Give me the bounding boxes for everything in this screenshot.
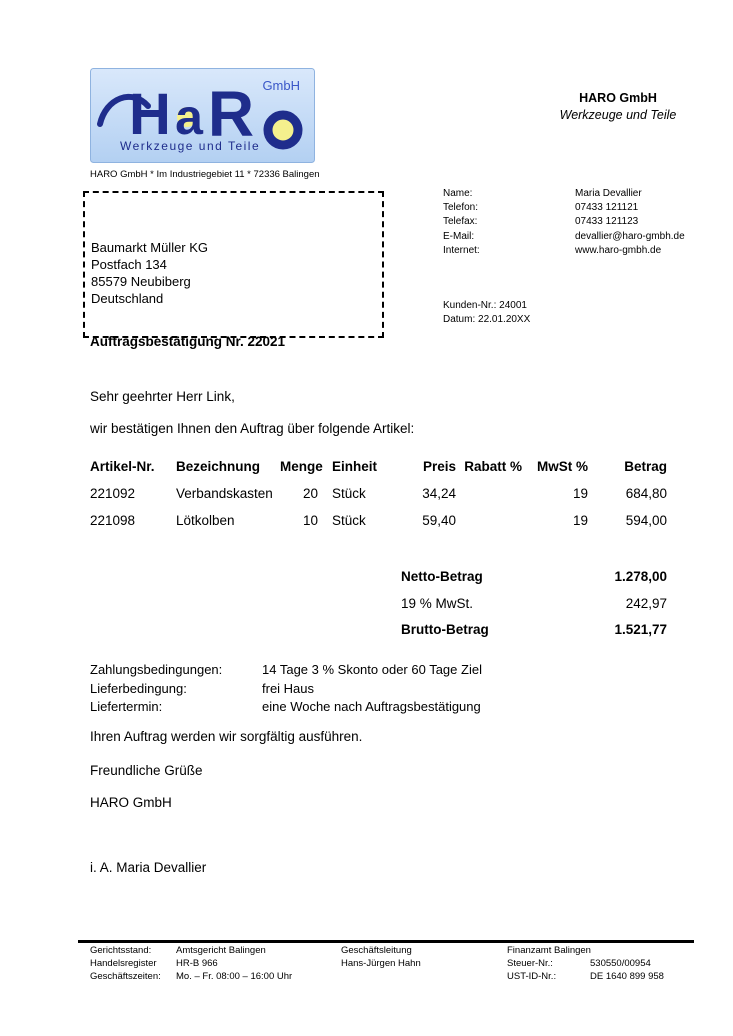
footer-col-labels-right <box>507 945 591 984</box>
footer-col-management <box>341 945 421 971</box>
col-header-artikel-nr: Artikel-Nr. <box>90 459 155 474</box>
totals-row-netto <box>401 569 667 596</box>
haro-logo-graphic <box>90 68 315 163</box>
col-header-mwst: MwSt % <box>536 459 588 474</box>
logo-letter-a: a <box>175 89 203 145</box>
col-header-rabatt: Rabatt % <box>464 459 522 474</box>
footer-management-name: Hans-Jürgen Hahn <box>341 957 421 969</box>
total-value: 242,97 <box>625 595 667 611</box>
contact-row <box>443 215 685 229</box>
recipient-line: 85579 Neubiberg <box>91 274 191 289</box>
col-header-bezeichnung: Bezeichnung <box>176 459 261 474</box>
recipient-address-window <box>83 191 384 338</box>
footer-value: HR-B 966 <box>176 957 218 969</box>
total-label: 19 % MwSt. <box>401 595 474 611</box>
term-row <box>90 661 482 680</box>
footer-label: Steuer-Nr.: <box>507 957 553 969</box>
cell-einheit: Stück <box>332 513 366 528</box>
logo-tagline: Werkzeuge und Teile <box>120 139 261 153</box>
footer-label: Finanzamt Balingen <box>507 945 591 956</box>
term-row <box>90 680 482 699</box>
contact-label: Telefon: <box>443 202 479 214</box>
footer-col-values-right <box>590 958 664 984</box>
contact-value: Maria Devallier <box>575 188 642 199</box>
company-name: HARO GmbH <box>579 91 657 105</box>
footer-label: Geschäftszeiten: <box>90 970 161 982</box>
total-value: 1.278,00 <box>614 569 667 584</box>
table-row <box>90 513 667 540</box>
cell-betrag: 594,00 <box>625 513 667 528</box>
term-row <box>90 698 482 717</box>
customer-number: Kunden-Nr.: 24001 <box>443 300 527 311</box>
terms-block <box>90 661 482 717</box>
table-row <box>90 486 667 513</box>
term-value: eine Woche nach Auftragsbestätigung <box>262 699 481 714</box>
contact-row <box>443 244 685 258</box>
closing-regards: Freundliche Grüße <box>90 763 203 778</box>
cell-artikel-nr: 221092 <box>90 486 136 501</box>
footer-value: Mo. – Fr. 08:00 – 16:00 Uhr <box>176 970 293 982</box>
contact-value: 07433 121121 <box>575 202 639 214</box>
cell-einheit: Stück <box>332 486 366 501</box>
term-label: Liefertermin: <box>90 699 163 714</box>
contact-label: E-Mail: <box>443 230 475 242</box>
col-header-einheit: Einheit <box>332 459 378 474</box>
cell-bezeichnung: Verbandskasten <box>176 486 273 501</box>
footer-vat-id: DE 1640 899 958 <box>590 970 664 982</box>
contact-label: Name: <box>443 188 473 199</box>
contact-website-value: www.haro-gmbh.de <box>575 244 662 256</box>
closing-company: HARO GmbH <box>90 795 172 810</box>
footer-value: Amtsgericht Balingen <box>176 945 266 956</box>
recipient-address <box>91 239 208 307</box>
closing-note: Ihren Auftrag werden wir sorgfältig ausführen. <box>90 729 363 744</box>
totals-block <box>401 569 667 649</box>
col-header-preis: Preis <box>422 459 456 474</box>
contact-row <box>443 187 685 201</box>
logo-letter-o-ring <box>268 115 298 145</box>
cell-rabatt <box>456 486 522 513</box>
total-label: Netto-Betrag <box>401 569 483 584</box>
contact-value: 07433 121123 <box>575 216 639 228</box>
term-value: 14 Tage 3 % Skonto oder 60 Tage Ziel <box>262 662 482 677</box>
cell-menge: 20 <box>302 486 318 501</box>
cell-menge: 10 <box>302 513 318 528</box>
footer-label: UST-ID-Nr.: <box>507 970 557 982</box>
col-header-betrag: Betrag <box>624 459 667 474</box>
term-label: Zahlungsbedingungen: <box>90 662 223 677</box>
footer-col-labels-left <box>90 945 161 984</box>
contact-info-block <box>443 187 685 258</box>
cell-bezeichnung: Lötkolben <box>176 513 235 528</box>
document-title: Auftragsbestätigung Nr. 22021 <box>90 334 286 349</box>
footer-tax-number: 530550/00954 <box>590 958 651 969</box>
footer-label: Gerichtsstand: <box>90 945 152 956</box>
term-label: Lieferbedingung: <box>90 680 187 696</box>
cell-mwst: 19 <box>572 486 588 501</box>
contact-label: Internet: <box>443 244 480 256</box>
logo-gmbh-text: GmbH <box>262 78 300 93</box>
footer-management-title: Geschäftsleitung <box>341 945 412 956</box>
cell-preis: 34,24 <box>422 486 456 501</box>
company-logo <box>90 68 315 163</box>
totals-row-mwst <box>401 596 667 623</box>
cell-mwst: 19 <box>572 513 588 528</box>
footer-divider <box>78 940 694 943</box>
logo-letter-r: R <box>207 78 255 150</box>
items-table-header-row <box>90 459 667 486</box>
document-meta <box>443 299 530 327</box>
intro-text: wir bestätigen Ihnen den Auftrag über folgende Artikel: <box>90 421 415 436</box>
document-date: Datum: 22.01.20XX <box>443 314 531 325</box>
contact-label: Telefax: <box>443 216 478 228</box>
footer-label: Handelsregister <box>90 957 157 969</box>
contact-row <box>443 230 685 244</box>
totals-row-brutto <box>401 622 667 649</box>
recipient-line: Baumarkt Müller KG <box>91 240 209 255</box>
footer-col-values-left <box>176 945 292 984</box>
total-value: 1.521,77 <box>614 622 667 637</box>
contact-email-value: devallier@haro-gmbh.de <box>575 230 685 242</box>
logo-letter-h: H <box>129 82 171 147</box>
cell-preis: 59,40 <box>422 513 456 528</box>
cell-betrag: 684,80 <box>625 486 667 501</box>
recipient-line: Postfach 134 <box>91 257 167 272</box>
term-value: frei Haus <box>262 680 315 696</box>
salutation: Sehr geehrter Herr Link, <box>90 389 235 404</box>
total-label: Brutto-Betrag <box>401 622 489 637</box>
items-table <box>90 459 667 540</box>
company-tagline: Werkzeuge und Teile <box>559 108 677 122</box>
contact-row <box>443 201 685 215</box>
col-header-menge: Menge <box>280 459 323 474</box>
cell-rabatt <box>456 513 522 540</box>
recipient-line: Deutschland <box>91 291 164 306</box>
signature-line: i. A. Maria Devallier <box>90 860 207 875</box>
sender-return-address: HARO GmbH * Im Industriegebiet 11 * 72336 Balingen <box>90 169 320 180</box>
letterhead-company-block <box>518 90 718 124</box>
cell-artikel-nr: 221098 <box>90 513 136 528</box>
